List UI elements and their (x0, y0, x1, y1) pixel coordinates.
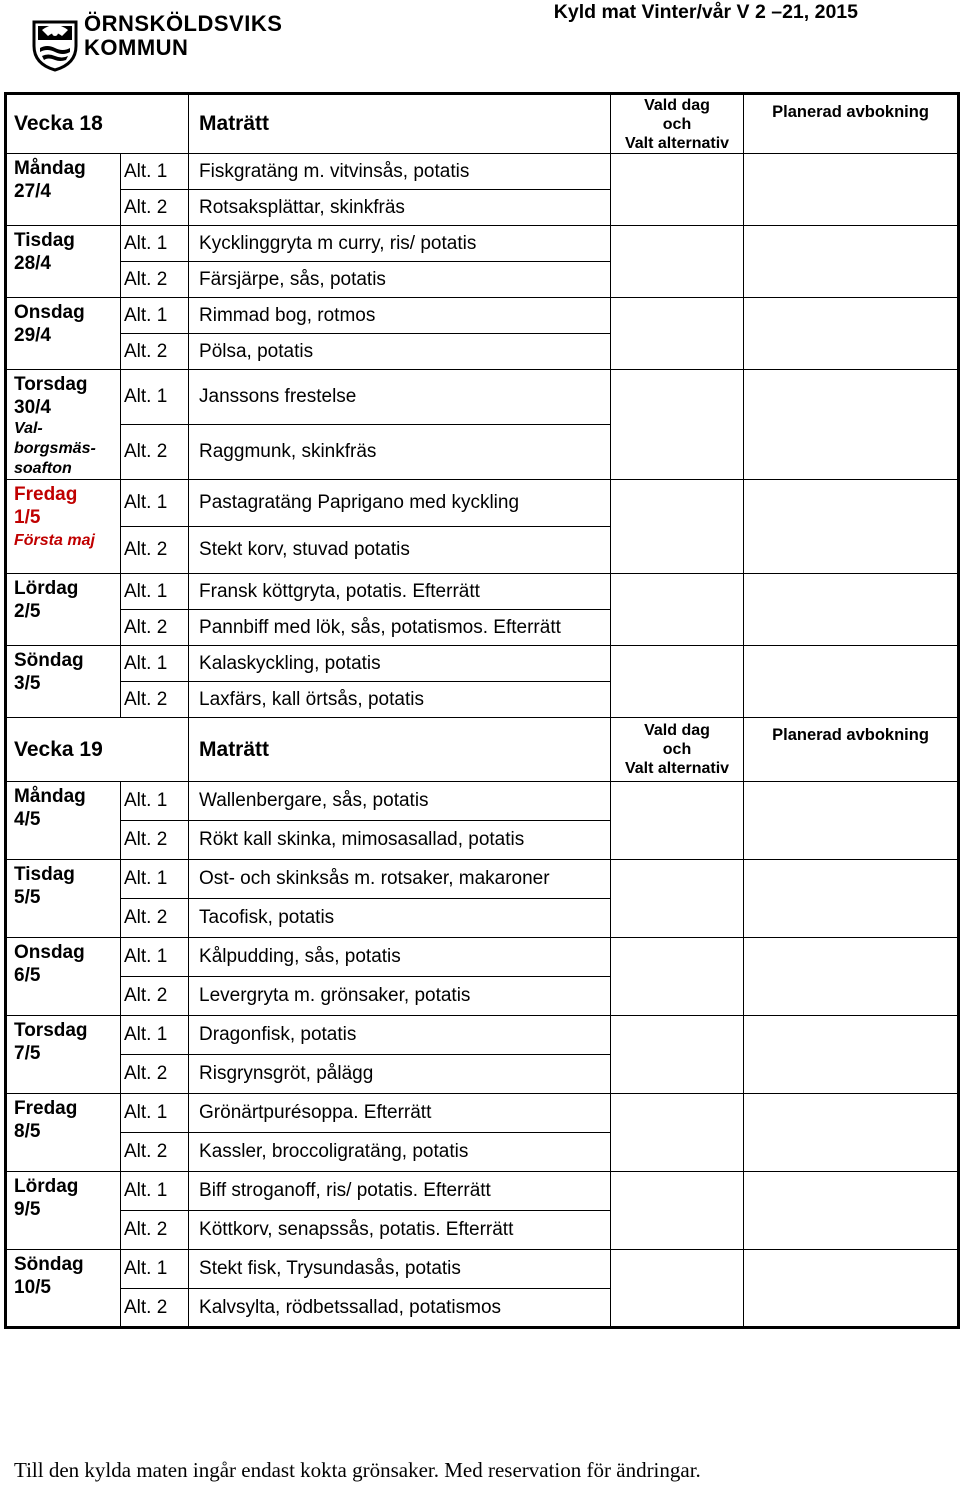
day-row (6, 1016, 959, 1055)
planned-cancellation-cell[interactable] (744, 860, 959, 938)
dish-alt-2: Färsjärpe, sås, potatis (189, 262, 611, 298)
day-date-line (14, 180, 120, 203)
dish-alt-2: Köttkorv, senapssås, potatis. Efterrätt (189, 1211, 611, 1250)
alt-1-label: Alt. 1 (121, 1016, 189, 1055)
alt-2-label: Alt. 2 (121, 899, 189, 938)
dish-column-header: Maträtt (189, 718, 611, 782)
day-cell (6, 298, 121, 370)
day-date-line (14, 252, 120, 275)
dish-alt-1: Dragonfisk, potatis (189, 1016, 611, 1055)
day-cell (6, 646, 121, 718)
planned-cancellation-header: Planerad avbokning (744, 718, 959, 782)
chosen-day-cell[interactable] (611, 370, 744, 480)
day-name: Onsdag (14, 302, 85, 323)
chosen-day-cell[interactable] (611, 1172, 744, 1250)
day-name: Torsdag (14, 1020, 88, 1041)
day-date: 27/4 (14, 181, 51, 202)
chosen-day-cell[interactable] (611, 574, 744, 646)
dish-alt-2: Tacofisk, potatis (189, 899, 611, 938)
week-label: Vecka 18 (6, 94, 189, 154)
dish-alt-2: Laxfärs, kall örtsås, potatis (189, 682, 611, 718)
dish-alt-2: Levergryta m. grönsaker, potatis (189, 977, 611, 1016)
alt-1-label: Alt. 1 (121, 298, 189, 334)
chosen-day-cell[interactable] (611, 646, 744, 718)
menu-table (4, 92, 960, 1329)
alt-1-label: Alt. 1 (121, 154, 189, 190)
day-cell (6, 1250, 121, 1328)
dish-alt-2: Kalvsylta, rödbetssallad, potatismos (189, 1289, 611, 1328)
day-cell (6, 1016, 121, 1094)
week-header-row (6, 718, 959, 782)
day-note: Första maj (14, 532, 95, 549)
alt-2-label: Alt. 2 (121, 821, 189, 860)
dish-alt-2: Pannbiff med lök, sås, potatismos. Efterrätt (189, 610, 611, 646)
alt-2-label: Alt. 2 (121, 610, 189, 646)
org-name-line1: ÖRNSKÖLDSVIKS (84, 11, 283, 36)
day-cell (6, 480, 121, 574)
chosen-day-column-header (611, 94, 744, 154)
day-name: Torsdag (14, 374, 88, 395)
day-row (6, 226, 959, 262)
day-cell (6, 938, 121, 1016)
day-name: Tisdag (14, 864, 75, 885)
day-date-line (14, 324, 120, 347)
day-name: Måndag (14, 786, 86, 807)
planned-cancellation-cell[interactable] (744, 1250, 959, 1328)
chosen-day-header-line: Valt alternativ (624, 134, 730, 152)
alt-1-label: Alt. 1 (121, 1094, 189, 1133)
chosen-day-cell[interactable] (611, 298, 744, 370)
alt-1-label: Alt. 1 (121, 1172, 189, 1211)
chosen-day-header-line: Valt alternativ (624, 760, 730, 777)
alt-2-label: Alt. 2 (121, 1211, 189, 1250)
municipality-logo (32, 11, 283, 72)
dish-alt-2: Kassler, broccoligratäng, potatis (189, 1133, 611, 1172)
dish-alt-1: Pastagratäng Paprigano med kyckling (189, 480, 611, 527)
day-row (6, 860, 959, 899)
day-date-line (14, 1276, 120, 1299)
day-cell (6, 154, 121, 226)
day-name: Söndag (14, 650, 84, 671)
alt-1-label: Alt. 1 (121, 226, 189, 262)
alt-2-label: Alt. 2 (121, 682, 189, 718)
alt-1-label: Alt. 1 (121, 1250, 189, 1289)
day-row (6, 480, 959, 527)
org-name-line2: KOMMUN (84, 35, 189, 60)
dish-alt-2: Rökt kall skinka, mimosasallad, potatis (189, 821, 611, 860)
day-date-line (14, 672, 120, 695)
day-row (6, 574, 959, 610)
day-cell (6, 1094, 121, 1172)
planned-cancellation-header: Planerad avbokning (744, 94, 959, 154)
planned-cancellation-cell[interactable] (744, 298, 959, 370)
day-name: Lördag (14, 578, 79, 599)
day-name: Onsdag (14, 942, 85, 963)
day-row (6, 154, 959, 190)
dish-alt-1: Stekt fisk, Trysundasås, potatis (189, 1250, 611, 1289)
day-date-line (14, 808, 120, 831)
alt-2-label: Alt. 2 (121, 425, 189, 480)
alt-1-label: Alt. 1 (121, 860, 189, 899)
planned-cancellation-cell[interactable] (744, 370, 959, 480)
day-cell (6, 226, 121, 298)
day-date-line (14, 964, 120, 987)
chosen-day-header-line: Vald dag (644, 96, 710, 114)
day-date: 9/5 (14, 1199, 41, 1220)
day-date: 10/5 (14, 1277, 51, 1298)
dish-alt-1: Fransk köttgryta, potatis. Efterrätt (189, 574, 611, 610)
planned-cancellation-cell[interactable] (744, 154, 959, 226)
dish-alt-2: Stekt korv, stuvad potatis (189, 527, 611, 574)
dish-alt-1: Kålpudding, sås, potatis (189, 938, 611, 977)
day-row (6, 938, 959, 977)
day-date-line (14, 1198, 120, 1221)
planned-cancellation-cell[interactable] (744, 646, 959, 718)
chosen-day-cell[interactable] (611, 154, 744, 226)
chosen-day-column-header (611, 718, 744, 782)
day-date-line (14, 506, 120, 529)
dish-column-header: Maträtt (189, 94, 611, 154)
day-row (6, 646, 959, 682)
chosen-day-cell[interactable] (611, 226, 744, 298)
alt-1-label: Alt. 1 (121, 574, 189, 610)
dish-alt-1: Kycklinggryta m curry, ris/ potatis (189, 226, 611, 262)
alt-2-label: Alt. 2 (121, 190, 189, 226)
day-row (6, 370, 959, 425)
day-date-line (14, 1120, 120, 1143)
day-date: 28/4 (14, 253, 51, 274)
footer-note: Till den kylda maten ingår endast kokta grönsaker. Med reservation för ändringar. (14, 1458, 701, 1482)
chosen-day-header-line: Vald dag (644, 722, 710, 739)
dish-alt-1: Biff stroganoff, ris/ potatis. Efterrätt (189, 1172, 611, 1211)
day-date: 3/5 (14, 673, 41, 694)
planned-cancellation-cell[interactable] (744, 938, 959, 1016)
day-date: 30/4 (14, 397, 51, 418)
document-title: Kyld mat Vinter/vår V 2 –21, 2015 (553, 1, 858, 23)
day-row (6, 782, 959, 821)
alt-1-label: Alt. 1 (121, 370, 189, 425)
day-cell (6, 1172, 121, 1250)
alt-2-label: Alt. 2 (121, 1289, 189, 1328)
day-cell (6, 370, 121, 480)
alt-1-label: Alt. 1 (121, 480, 189, 527)
day-date: 6/5 (14, 965, 41, 986)
day-name: Söndag (14, 1254, 84, 1275)
day-date: 2/5 (14, 601, 41, 622)
chosen-day-cell[interactable] (611, 860, 744, 938)
planned-cancellation-cell[interactable] (744, 1094, 959, 1172)
day-cell (6, 860, 121, 938)
dish-alt-1: Ost- och skinksås m. rotsaker, makaroner (189, 860, 611, 899)
planned-cancellation-cell[interactable] (744, 782, 959, 860)
dish-alt-1: Rimmad bog, rotmos (189, 298, 611, 334)
dish-alt-2: Rotsaksplättar, skinkfräs (189, 190, 611, 226)
dish-alt-2: Raggmunk, skinkfräs (189, 425, 611, 480)
alt-2-label: Alt. 2 (121, 527, 189, 574)
chosen-day-header-line: och (662, 115, 692, 133)
day-date-line (14, 396, 120, 419)
day-row (6, 1172, 959, 1211)
planned-cancellation-cell[interactable] (744, 226, 959, 298)
planned-cancellation-cell[interactable] (744, 1172, 959, 1250)
week-label: Vecka 19 (6, 718, 189, 782)
dish-alt-1: Fiskgratäng m. vitvinsås, potatis (189, 154, 611, 190)
alt-1-label: Alt. 1 (121, 938, 189, 977)
day-name: Fredag (14, 484, 78, 505)
day-date: 7/5 (14, 1043, 41, 1064)
chosen-day-cell[interactable] (611, 1016, 744, 1094)
dish-alt-1: Kalaskyckling, potatis (189, 646, 611, 682)
coat-of-arms-icon (32, 16, 78, 72)
day-row (6, 1250, 959, 1289)
chosen-day-cell[interactable] (611, 938, 744, 1016)
day-name: Tisdag (14, 230, 75, 251)
alt-2-label: Alt. 2 (121, 334, 189, 370)
day-date-line (14, 600, 120, 623)
alt-2-label: Alt. 2 (121, 262, 189, 298)
dish-alt-2: Pölsa, potatis (189, 334, 611, 370)
chosen-day-cell[interactable] (611, 480, 744, 574)
chosen-day-cell[interactable] (611, 1094, 744, 1172)
day-date-line (14, 886, 120, 909)
day-date: 5/5 (14, 887, 41, 908)
day-date: 1/5 (14, 507, 41, 528)
planned-cancellation-cell[interactable] (744, 574, 959, 646)
alt-2-label: Alt. 2 (121, 1133, 189, 1172)
dish-alt-1: Grönärtpurésoppa. Efterrätt (189, 1094, 611, 1133)
alt-2-label: Alt. 2 (121, 977, 189, 1016)
dish-alt-2: Risgrynsgröt, pålägg (189, 1055, 611, 1094)
chosen-day-header-line: och (662, 741, 692, 758)
week-header-row (6, 94, 959, 154)
planned-cancellation-cell[interactable] (744, 480, 959, 574)
alt-1-label: Alt. 1 (121, 782, 189, 821)
day-cell (6, 782, 121, 860)
day-row (6, 298, 959, 334)
day-row (6, 1094, 959, 1133)
day-cell (6, 574, 121, 646)
chosen-day-cell[interactable] (611, 782, 744, 860)
day-date-line (14, 1042, 120, 1065)
dish-alt-1: Wallenbergare, sås, potatis (189, 782, 611, 821)
planned-cancellation-cell[interactable] (744, 1016, 959, 1094)
chosen-day-cell[interactable] (611, 1250, 744, 1328)
dish-alt-1: Janssons frestelse (189, 370, 611, 425)
day-name: Lördag (14, 1176, 79, 1197)
day-date: 4/5 (14, 809, 41, 830)
day-name: Måndag (14, 158, 86, 179)
day-date: 29/4 (14, 325, 51, 346)
day-name: Fredag (14, 1098, 78, 1119)
alt-1-label: Alt. 1 (121, 646, 189, 682)
day-note: Val-borgsmäs-soafton (14, 420, 96, 477)
alt-2-label: Alt. 2 (121, 1055, 189, 1094)
day-date: 8/5 (14, 1121, 41, 1142)
